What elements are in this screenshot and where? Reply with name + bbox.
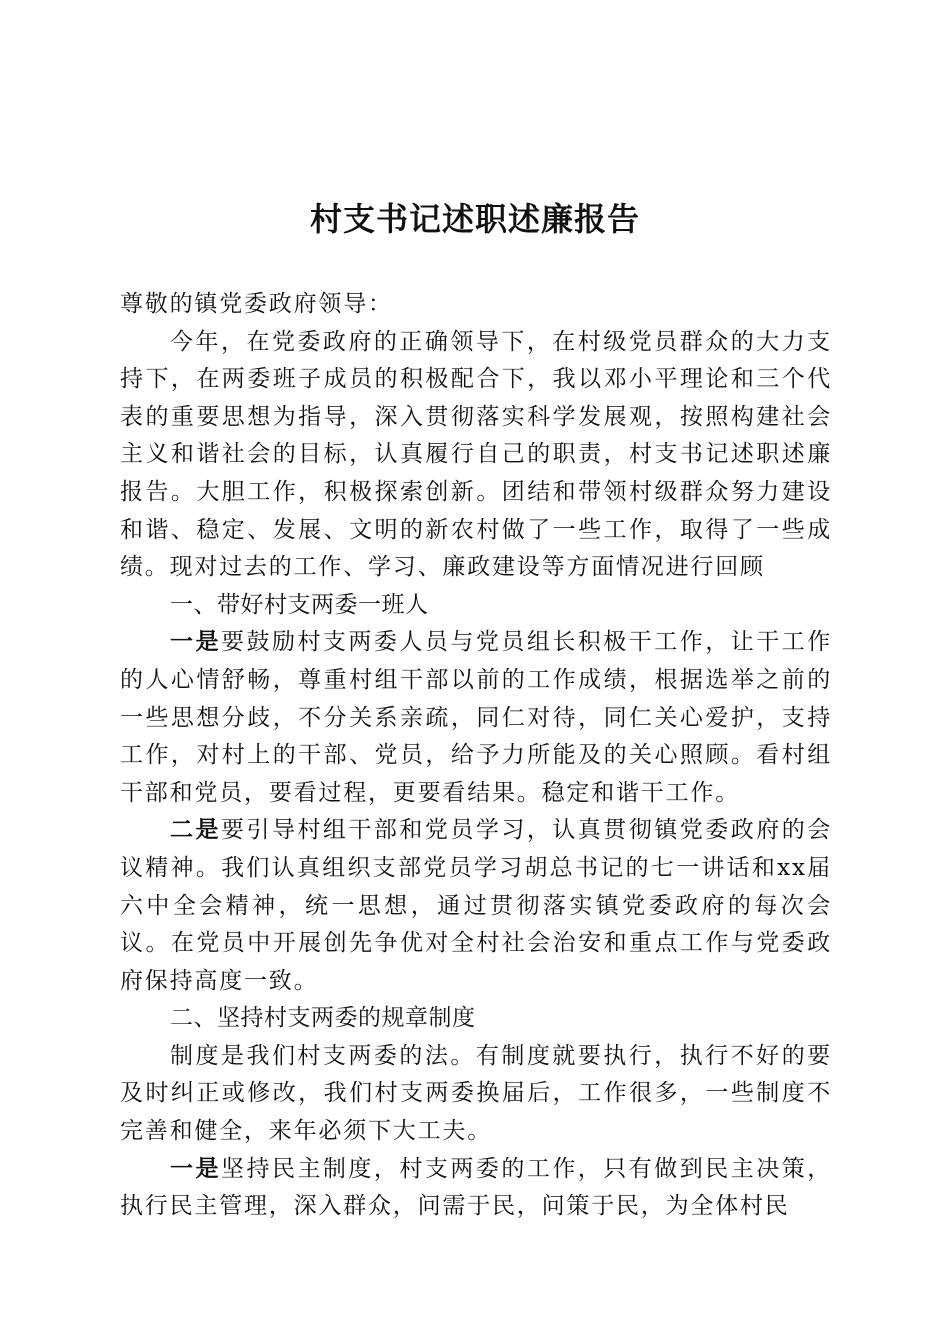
section2-point1-paragraph xyxy=(120,1151,832,1226)
point-text: 要引导村组干部和党员学习，认真贯彻镇党委政府的会议精神。我们认真组织支部党员学习胡总书记的七一讲话和xx届六中全会精神，统一思想，通过贯彻落实镇党委政府的每次会议。在党员中开展创先争优对全村社会治安和重点工作与党委政府保持高度一致。 xyxy=(120,817,832,994)
section1-point2-paragraph xyxy=(120,812,832,1000)
point-lead: 一是 xyxy=(170,1155,221,1182)
section-heading-1: 一、带好村支两委一班人 xyxy=(170,591,429,618)
section-heading-2: 二、坚持村支两委的规章制度 xyxy=(170,1005,476,1032)
point-lead: 二是 xyxy=(170,817,221,844)
section2-intro-paragraph: 制度是我们村支两委的法。有制度就要执行，执行不好的要及时纠正或修改，我们村支两委换届后，工作很多，一些制度不完善和健全，来年必须下大工夫。 xyxy=(120,1042,832,1145)
intro-paragraph: 今年，在党委政府的正确领导下，在村级党员群众的大力支持下，在两委班子成员的积极配合下，我以邓小平理论和三个代表的重要思想为指导，深入贯彻落实科学发展观，按照构建社会主义和谐社会的目标，认真履行自己的职责，村支书记述职述廉报告。大胆工作，积极探索创新。团结和带领村级群众努力建设和谐、稳定、发展、文明的新农村做了一些工作，取得了一些成绩。现对过去的工作、学习、廉政建设等方面情况进行回顾 xyxy=(120,328,832,581)
section1-point1-paragraph xyxy=(120,624,832,812)
document-title: 村支书记述职述廉报告 xyxy=(309,200,640,238)
document-body xyxy=(120,286,832,1226)
point-lead: 一是 xyxy=(170,629,221,656)
point-text: 要鼓励村支两委人员与党员组长积极干工作，让干工作的人心情舒畅，尊重村组干部以前的工作成绩，根据选举之前的一些思想分歧，不分关系亲疏，同仁对待，同仁关心爱护，支持工作，对村上的干部、党员，给予力所能及的关心照顾。看村组干部和党员，要看过程，更要看结果。稳定和谐干工作。 xyxy=(120,629,832,806)
salutation: 尊敬的镇党委政府领导： xyxy=(120,291,393,317)
point-text: 坚持民主制度，村支两委的工作，只有做到民主决策，执行民主管理，深入群众，问需于民，问策于民，为全体村民 xyxy=(120,1155,832,1220)
